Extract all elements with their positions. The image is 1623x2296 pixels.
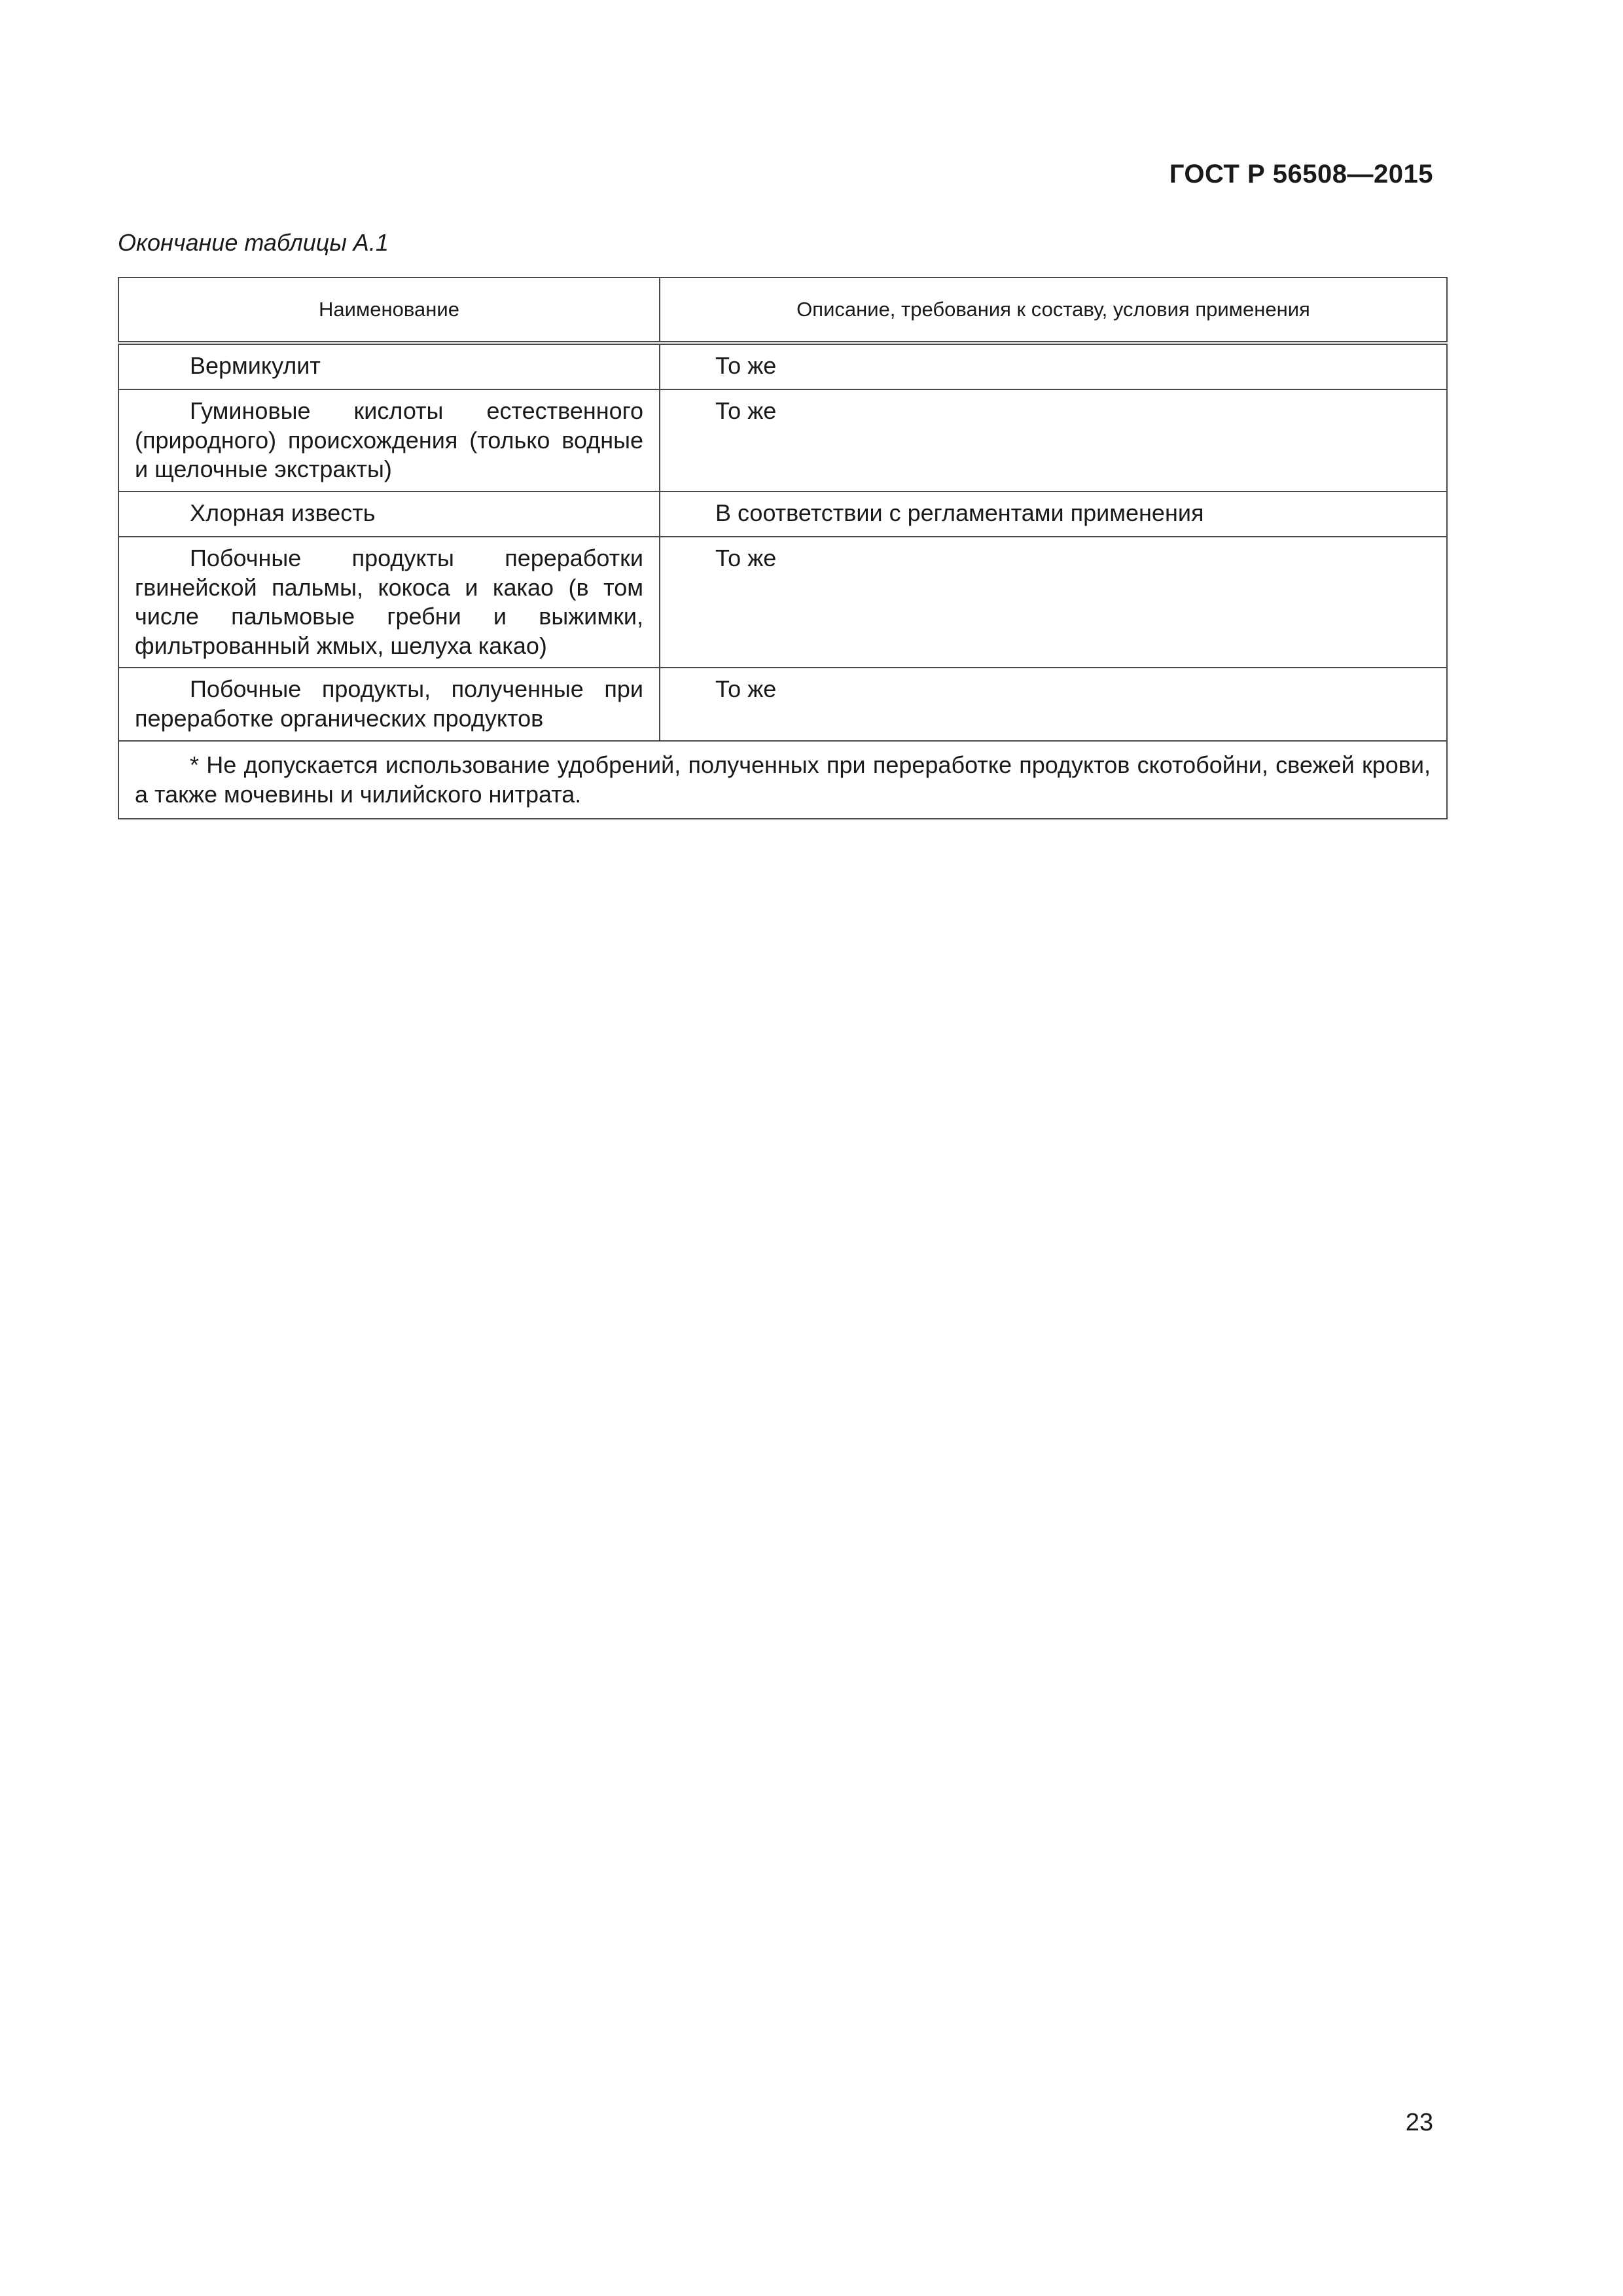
row-name: Побочные продукты переработки гвинейской пальмы, кокоса и какао (в том числе пальмовые гребни и выжимки, фильтрованный жмых, шелуха какао): [118, 537, 660, 668]
standard-code: ГОСТ Р 56508—2015: [1169, 160, 1433, 188]
column-header-description: Описание, требования к составу, условия применения: [660, 278, 1447, 343]
row-description: То же: [660, 668, 1447, 741]
row-description: То же: [660, 389, 1447, 492]
table-footnote: * Не допускается использование удобрений, полученных при переработке продуктов скотобойни, свежей крови, а также мочевины и чилийского нитрата.: [118, 741, 1447, 819]
row-name: Побочные продукты, полученные при переработке органических продуктов: [118, 668, 660, 741]
table-row: [118, 668, 1447, 741]
row-description: То же: [660, 343, 1447, 389]
row-name: Гуминовые кислоты естественного (природного) происхождения (только водные и щелочные экстракты): [118, 389, 660, 492]
column-header-name: Наименование: [118, 278, 660, 343]
row-name: Вермикулит: [118, 343, 660, 389]
row-description: В соответствии с регламентами применения: [660, 492, 1447, 537]
table-row: [118, 343, 1447, 389]
table-row: [118, 389, 1447, 492]
table-row: [118, 492, 1447, 537]
continuation-table: [118, 277, 1448, 819]
table-caption: Окончание таблицы А.1: [118, 229, 389, 256]
page-number: 23: [1405, 2109, 1433, 2136]
row-name: Хлорная известь: [118, 492, 660, 537]
table-row: [118, 537, 1447, 668]
table-header-row: [118, 278, 1447, 343]
table-footnote-row: [118, 741, 1447, 819]
row-description: То же: [660, 537, 1447, 668]
